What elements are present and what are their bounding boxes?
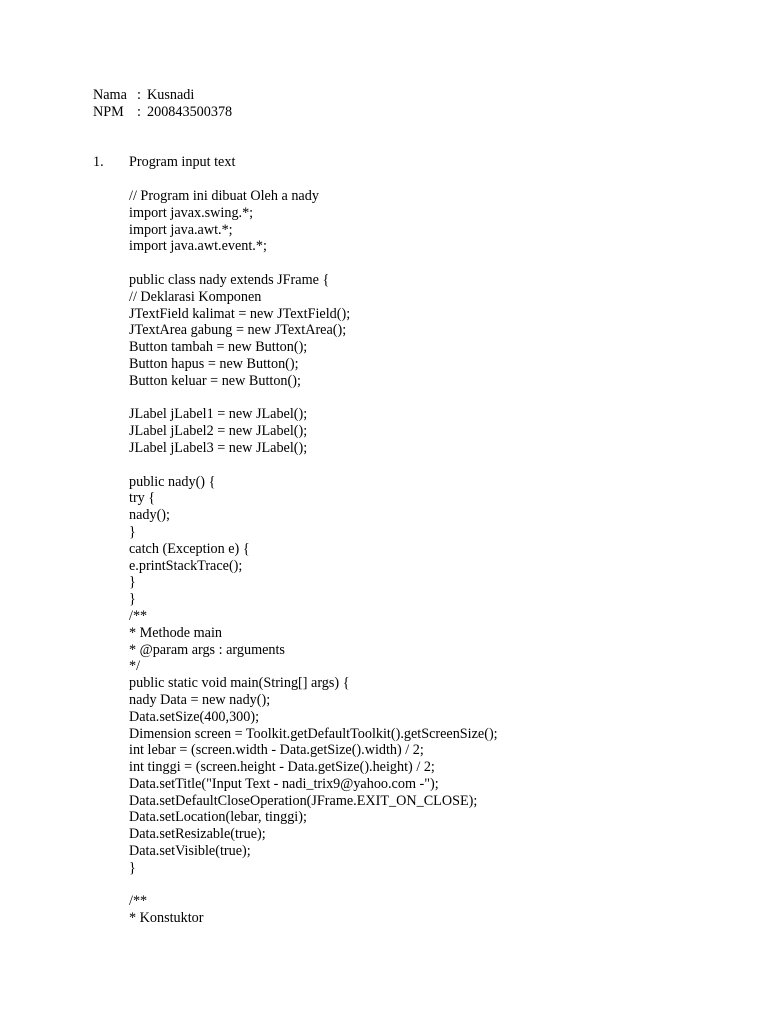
code-line: Button keluar = new Button(); <box>129 372 301 389</box>
name-label: Nama <box>93 87 127 103</box>
code-line: nady Data = new nady(); <box>129 691 271 708</box>
code-line: // Program ini dibuat Oleh a nady <box>129 188 319 204</box>
code-line: * Methode main <box>129 624 222 641</box>
code-line <box>129 390 498 407</box>
code-line: Data.setDefaultCloseOperation(JFrame.EXIT_ON_CLOSE); <box>129 792 478 809</box>
code-listing <box>129 188 498 927</box>
code-line: Dimension screen = Toolkit.getDefaultToolkit().getScreenSize(); <box>129 725 498 742</box>
code-line <box>129 255 498 272</box>
code-line: Data.setVisible(true); <box>129 843 251 860</box>
code-line: int tinggi = (screen.height - Data.getSize().height) / 2; <box>129 759 435 776</box>
code-line: e.printStackTrace(); <box>129 557 243 574</box>
code-line: JLabel jLabel1 = new JLabel(); <box>129 406 308 423</box>
code-line: Button tambah = new Button(); <box>129 339 308 356</box>
code-line: public static void main(String[] args) { <box>129 675 350 692</box>
code-line: } <box>129 523 136 540</box>
name-value: Kusnadi <box>147 87 195 103</box>
code-line: // Deklarasi Komponen <box>129 288 262 305</box>
code-line: nady(); <box>129 507 170 524</box>
code-line: import javax.swing.*; <box>129 204 254 221</box>
code-line: public class nady extends JFrame { <box>129 271 330 288</box>
code-line: Data.setLocation(lebar, tinggi); <box>129 809 307 826</box>
code-line: * Konstuktor <box>129 910 204 927</box>
code-line <box>129 877 498 894</box>
item-title: Program input text <box>129 154 236 170</box>
code-line: import java.awt.*; <box>129 221 233 238</box>
npm-label: NPM <box>93 103 124 120</box>
npm-value: 200843500378 <box>147 103 233 120</box>
code-line: Data.setTitle("Input Text - nadi_trix9@yahoo.com -"); <box>129 775 439 792</box>
code-line: */ <box>129 658 141 675</box>
author-header <box>93 87 232 121</box>
npm-row <box>93 104 232 121</box>
code-line: /** <box>129 893 148 910</box>
item-number: 1. <box>93 154 104 170</box>
code-line: JLabel jLabel2 = new JLabel(); <box>129 423 308 440</box>
code-line: try { <box>129 490 156 507</box>
code-line: JLabel jLabel3 = new JLabel(); <box>129 439 308 456</box>
code-line: Data.setSize(400,300); <box>129 708 260 725</box>
code-line: } <box>129 591 136 608</box>
code-line <box>129 457 498 474</box>
name-row <box>93 87 232 104</box>
code-line: } <box>129 859 136 876</box>
code-line: JTextArea gabung = new JTextArea(); <box>129 322 347 339</box>
code-line: catch (Exception e) { <box>129 540 250 557</box>
code-line: * @param args : arguments <box>129 641 285 658</box>
code-line: import java.awt.event.*; <box>129 238 267 255</box>
npm-separator: : <box>137 103 141 120</box>
code-line: Button hapus = new Button(); <box>129 355 299 372</box>
code-line: int lebar = (screen.width - Data.getSize().width) / 2; <box>129 742 424 759</box>
code-line: } <box>129 574 136 591</box>
code-line: public nady() { <box>129 473 216 490</box>
code-line: JTextField kalimat = new JTextField(); <box>129 305 351 322</box>
name-separator: : <box>137 87 141 103</box>
numbered-item <box>93 154 235 171</box>
code-line: /** <box>129 607 148 624</box>
code-line: Data.setResizable(true); <box>129 826 266 843</box>
